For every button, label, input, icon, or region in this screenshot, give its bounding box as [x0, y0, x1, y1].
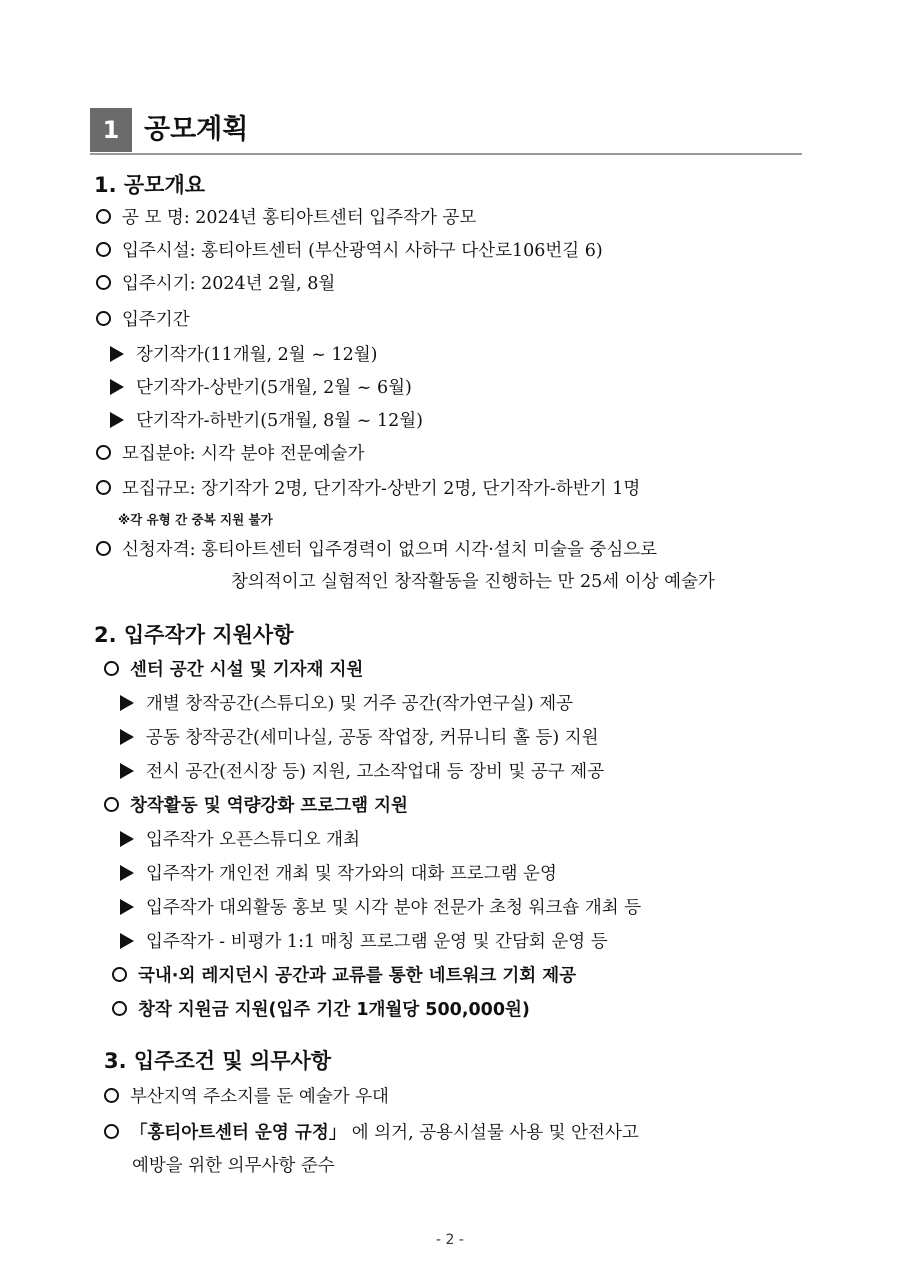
support-item: 개별 창작공간(스튜디오) 및 거주 공간(작가연구실) 제공 [120, 689, 573, 719]
triangle-bullet-icon [120, 831, 134, 847]
circle-bullet-icon [104, 1124, 119, 1139]
support-item: 입주작가 개인전 개최 및 작가와의 대화 프로그램 운영 [120, 859, 557, 889]
support-group-title: 창작활동 및 역량강화 프로그램 지원 [104, 791, 408, 821]
circle-bullet-icon [112, 1001, 127, 1016]
circle-bullet-icon [104, 1088, 119, 1103]
support-item: 입주작가 오픈스튜디오 개최 [120, 825, 360, 855]
list-item: 모집분야: 시각 분야 전문예술가 [96, 439, 364, 469]
support-network: 국내·외 레지던시 공간과 교류를 통한 네트워크 기회 제공 [112, 961, 576, 991]
triangle-bullet-icon [110, 346, 124, 362]
chapter-title: 공모계획 [144, 114, 249, 145]
list-item-continuation: 예방을 위한 의무사항 준수 [132, 1156, 335, 1176]
chapter-number-badge: 1 [90, 108, 132, 152]
circle-bullet-icon [96, 480, 111, 495]
note-text: ※각 유형 간 중복 지원 불가 [118, 512, 273, 527]
support-item: 전시 공간(전시장 등) 지원, 고소작업대 등 장비 및 공구 제공 [120, 757, 604, 787]
list-item: 부산지역 주소지를 둔 예술가 우대 [104, 1082, 389, 1112]
circle-bullet-icon [104, 797, 119, 812]
period-item: 장기작가(11개월, 2월 ~ 12월) [110, 340, 377, 370]
section-1-heading: 1. 공모개요 [94, 173, 206, 197]
support-item: 입주작가 - 비평가 1:1 매칭 프로그램 운영 및 간담회 운영 등 [120, 927, 608, 957]
section-3-heading: 3. 입주조건 및 의무사항 [104, 1049, 332, 1073]
triangle-bullet-icon [120, 899, 134, 915]
list-item: 입주시기: 2024년 2월, 8월 [96, 269, 335, 299]
triangle-bullet-icon [120, 763, 134, 779]
triangle-bullet-icon [120, 865, 134, 881]
support-item: 공동 창작공간(세미나실, 공동 작업장, 커뮤니티 홀 등) 지원 [120, 723, 599, 753]
circle-bullet-icon [96, 445, 111, 460]
section-2-heading: 2. 입주작가 지원사항 [94, 623, 294, 647]
list-item: 「홍티아트센터 운영 규정」 에 의거, 공용시설물 사용 및 안전사고 [104, 1118, 639, 1148]
circle-bullet-icon [112, 967, 127, 982]
triangle-bullet-icon [110, 379, 124, 395]
chapter-divider [90, 153, 802, 155]
page-number: - 2 - [436, 1232, 464, 1248]
list-item: 입주기간 [96, 305, 190, 335]
circle-bullet-icon [96, 209, 111, 224]
circle-bullet-icon [96, 242, 111, 257]
triangle-bullet-icon [120, 695, 134, 711]
triangle-bullet-icon [120, 729, 134, 745]
list-item: 공 모 명: 2024년 홍티아트센터 입주작가 공모 [96, 203, 476, 233]
support-item: 입주작가 대외활동 홍보 및 시각 분야 전문가 초청 워크숍 개최 등 [120, 893, 641, 923]
list-item: 신청자격: 홍티아트센터 입주경력이 없으며 시각·설치 미술을 중심으로 [96, 535, 657, 565]
circle-bullet-icon [96, 275, 111, 290]
support-grant: 창작 지원금 지원(입주 기간 1개월당 500,000원) [112, 995, 530, 1025]
support-group-title: 센터 공간 시설 및 기자재 지원 [104, 655, 363, 685]
circle-bullet-icon [96, 311, 111, 326]
triangle-bullet-icon [120, 933, 134, 949]
list-item: 모집규모: 장기작가 2명, 단기작가-상반기 2명, 단기작가-하반기 1명 [96, 474, 640, 504]
circle-bullet-icon [104, 661, 119, 676]
period-item: 단기작가-상반기(5개월, 2월 ~ 6월) [110, 373, 412, 403]
list-item: 입주시설: 홍티아트센터 (부산광역시 사하구 다산로106번길 6) [96, 236, 603, 266]
eligibility-continuation: 창의적이고 실험적인 창작활동을 진행하는 만 25세 이상 예술가 [231, 572, 715, 592]
triangle-bullet-icon [110, 412, 124, 428]
circle-bullet-icon [96, 541, 111, 556]
period-item: 단기작가-하반기(5개월, 8월 ~ 12월) [110, 406, 423, 436]
